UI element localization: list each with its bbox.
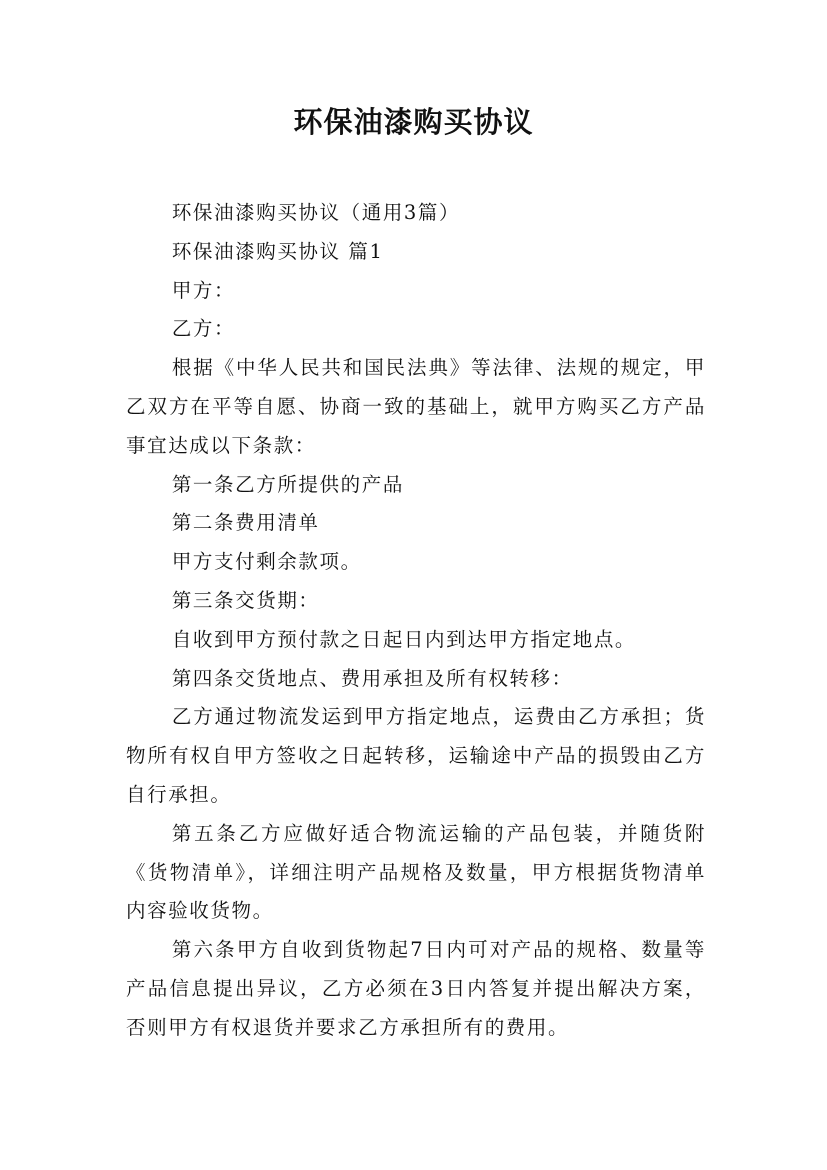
paragraph-section-heading: 环保油漆购买协议 篇1	[171, 239, 384, 263]
paragraph-article-3: 第三条交货期：	[171, 588, 320, 612]
paragraph-delivery-time: 自收到甲方预付款之日起日内到达甲方指定地点。	[171, 627, 637, 651]
paragraph-party-b: 乙方：	[171, 317, 236, 341]
paragraph-party-a: 甲方：	[171, 278, 236, 302]
paragraph-article-6: 第六条甲方自收到货物起7日内可对产品的规格、数量等产品信息提出异议，乙方必须在3日内答复并提出解决方案，否则甲方有权退货并要求乙方承担所有的费用。	[126, 938, 706, 1039]
paragraph-preamble: 根据《中华人民共和国民法典》等法律、法规的规定，甲乙双方在平等自愿、协商一致的基础上，就甲方购买乙方产品事宜达成以下条款：	[126, 356, 706, 457]
paragraph-payment: 甲方支付剩余款项。	[171, 550, 362, 574]
paragraph-subtitle: 环保油漆购买协议（通用3篇）	[171, 201, 461, 224]
paragraph-article-2: 第二条费用清单	[171, 511, 320, 535]
paragraph-article-1: 第一条乙方所提供的产品	[171, 472, 404, 496]
paragraph-article-4: 第四条交货地点、费用承担及所有权转移：	[171, 666, 573, 690]
document-title: 环保油漆购买协议	[293, 105, 534, 139]
paragraph-shipping: 乙方通过物流发运到甲方指定地点，运费由乙方承担；货物所有权自甲方签收之日起转移，运输途中产品的损毁由乙方自行承担。	[126, 705, 706, 806]
document-body	[126, 194, 706, 1048]
paragraph-article-5: 第五条乙方应做好适合物流运输的产品包装，并随货附《货物清单》，详细注明产品规格及数量，甲方根据货物清单内容验收货物。	[126, 821, 706, 923]
